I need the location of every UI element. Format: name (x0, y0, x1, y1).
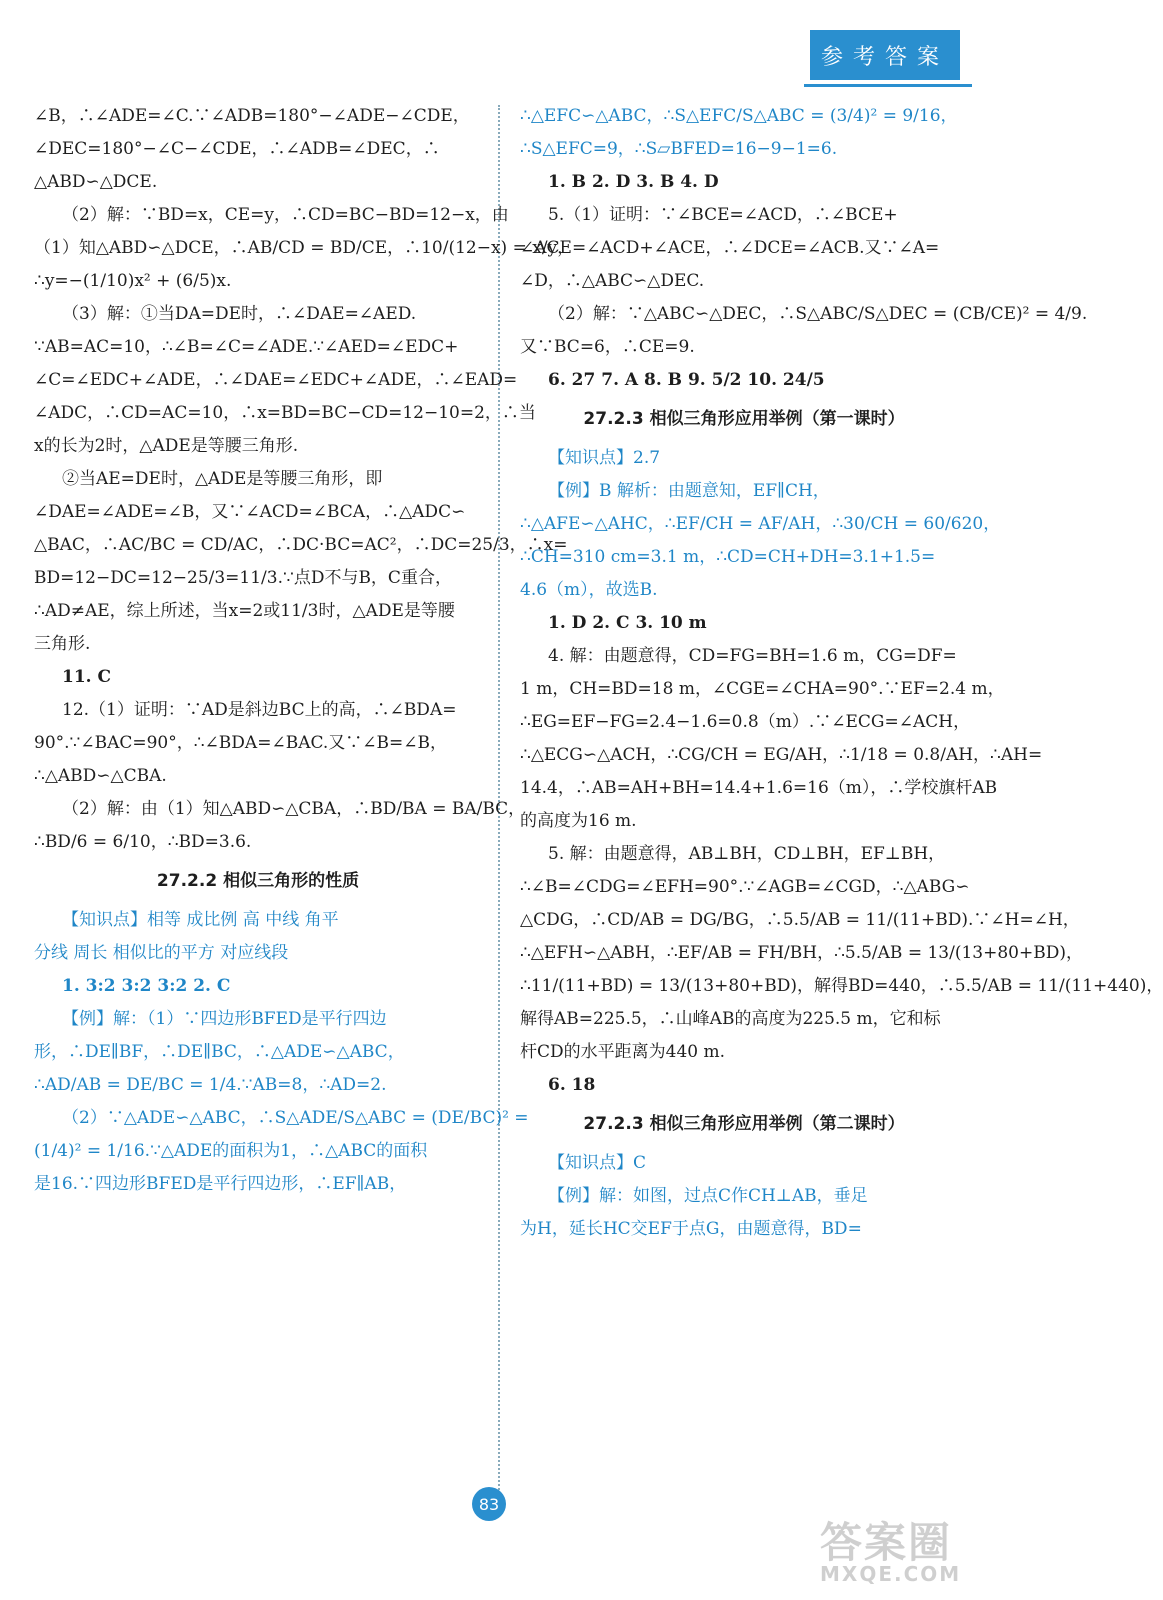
example-line: 【例】解：如图，过点C作CH⊥AB，垂足 (548, 1186, 868, 1206)
text-line: 4. 解：由题意得，CD=FG=BH=1.6 m，CG=DF= (548, 646, 957, 666)
answer-line: 6. 18 (548, 1075, 596, 1095)
answer-line: 11. C (62, 667, 112, 687)
text-line: ∠B，∴∠ADE=∠C.∵∠ADB=180°−∠ADE−∠CDE， (34, 106, 470, 126)
answer-banner (810, 30, 960, 92)
text-line: ∴EG=EF−FG=2.4−1.6=0.8（m）.∵∠ECG=∠ACH， (520, 712, 971, 732)
example-line: ∴△EFC∽△ABC，∴S△EFC/S△ABC = (3/4)² = 9/16， (520, 106, 958, 126)
text-line: ∠ACE=∠ACD+∠ACE，∴∠DCE=∠ACB.又∵∠A= (520, 238, 940, 258)
example-line: 形，∴DE∥BF，∴DE∥BC，∴△ADE∽△ABC， (34, 1042, 405, 1062)
text-line: ∠ADC，∴CD=AC=10，∴x=BD=BC−CD=12−10=2，∴当 (34, 403, 536, 423)
banner-underline (804, 84, 972, 87)
text-line: ∠D，∴△ABC∽△DEC. (520, 271, 705, 291)
answer-line: 6. 27 7. A 8. B 9. 5/2 10. 24/5 (548, 370, 825, 390)
text-line: ∴△ECG∽△ACH，∴CG/CH = EG/AH，∴1/18 = 0.8/AH，∴AH= (520, 745, 1043, 765)
text-line: ∴∠B=∠CDG=∠EFH=90°.∵∠AGB=∠CGD，∴△ABG∽ (520, 877, 970, 897)
text-line: 12.（1）证明：∵AD是斜边BC上的高，∴∠BDA= (62, 700, 457, 720)
text-line: （2）解：∵BD=x，CE=y，∴CD=BC−BD=12−x，由 (62, 205, 509, 225)
watermark-url: MXQE.COM (820, 1562, 962, 1586)
text-line: x的长为2时，△ADE是等腰三角形. (34, 436, 299, 456)
text-line: （2）解：由（1）知△ABD∽△CBA，∴BD/BA = BA/BC， (62, 799, 526, 819)
example-line: (1/4)² = 1/16.∵△ADE的面积为1，∴△ABC的面积 (34, 1141, 428, 1161)
text-line: ∵AB=AC=10，∴∠B=∠C=∠ADE.∵∠AED=∠EDC+ (34, 337, 459, 357)
text-line: （1）知△ABD∽△DCE，∴AB/CD = BD/CE，∴10/(12−x) = x/y， (34, 238, 575, 258)
text-line: BD=12−DC=12−25/3=11/3.∵点D不与B，C重合， (34, 568, 452, 588)
example-line: ∴CH=310 cm=3.1 m，∴CD=CH+DH=3.1+1.5= (520, 547, 936, 567)
text-line: 5.（1）证明：∵∠BCE=∠ACD，∴∠BCE+ (548, 205, 898, 225)
right-column (520, 100, 1163, 1246)
section-title: 27.2.3 相似三角形应用举例（第二课时） (583, 1114, 905, 1134)
watermark-logo (820, 1510, 1000, 1590)
text-line: △ABD∽△DCE. (34, 172, 158, 192)
example-line: ∴△AFE∽△AHC，∴EF/CH = AF/AH，∴30/CH = 60/620， (520, 514, 1001, 534)
text-line: ∠C=∠EDC+∠ADE，∴∠DAE=∠EDC+∠ADE，∴∠EAD= (34, 370, 518, 390)
text-line: 又∵BC=6，∴CE=9. (520, 337, 695, 357)
text-line: 1 m，CH=BD=18 m，∠CGE=∠CHA=90°.∵EF=2.4 m， (520, 679, 1005, 699)
text-line: （2）解：∵△ABC∽△DEC，∴S△ABC/S△DEC = (CB/CE)² = 4/9. (548, 304, 1088, 324)
example-line: （2）∵△ADE∽△ABC，∴S△ADE/S△ABC = (DE/BC)² = (62, 1108, 529, 1128)
text-line: 14.4，∴AB=AH+BH=14.4+1.6=16（m），∴学校旗杆AB (520, 778, 998, 798)
knowledge-points: 【知识点】C (548, 1153, 647, 1173)
answer-line: 1. D 2. C 3. 10 m (548, 613, 707, 633)
text-line: ∠DAE=∠ADE=∠B，又∵∠ACD=∠BCA，∴△ADC∽ (34, 502, 466, 522)
text-line: ∴AD≠AE，综上所述，当x=2或11/3时，△ADE是等腰 (34, 601, 455, 621)
watermark-text: 答案圈 (820, 1518, 953, 1567)
page-number: 83 (472, 1487, 506, 1521)
text-line: 三角形. (34, 634, 91, 654)
section-title: 27.2.2 相似三角形的性质 (156, 871, 360, 891)
example-line: 【例】解：（1）∵四边形BFED是平行四边 (62, 1009, 387, 1029)
example-line: ∴AD/AB = DE/BC = 1/4.∵AB=8，∴AD=2. (34, 1075, 387, 1095)
text-line: ∠DEC=180°−∠C−∠CDE，∴∠ADB=∠DEC，∴ (34, 139, 440, 159)
knowledge-points-cont: 分线 周长 相似比的平方 对应线段 (34, 943, 289, 963)
text-line: △CDG，∴CD/AB = DG/BG，∴5.5/AB = 11/(11+BD).∵∠H=∠H， (520, 910, 1080, 930)
banner-title: 参考答案 (810, 30, 960, 80)
text-line: ∴△ABD∽△CBA. (34, 766, 167, 786)
text-line: ∴△EFH∽△ABH，∴EF/AB = FH/BH，∴5.5/AB = 13/(13+80+BD)， (520, 943, 1083, 963)
example-line: 【例】B 解析：由题意知，EF∥CH， (548, 481, 830, 501)
example-line: 是16.∵四边形BFED是平行四边形，∴EF∥AB， (34, 1174, 407, 1194)
example-line: 为H，延长HC交EF于点G，由题意得，BD= (520, 1219, 862, 1239)
knowledge-points: 【知识点】2.7 (548, 448, 661, 468)
text-line: ∴y=−(1/10)x² + (6/5)x. (34, 271, 232, 291)
text-line: 5. 解：由题意得，AB⊥BH，CD⊥BH，EF⊥BH， (548, 844, 946, 864)
text-line: △BAC，∴AC/BC = CD/AC，∴DC·BC=AC²，∴DC=25/3，∴x= (34, 535, 568, 555)
text-line: ∴11/(11+BD) = 13/(13+80+BD)，解得BD=440，∴5.5/AB = 11/(11+440)， (520, 976, 1163, 996)
text-line: 解得AB=225.5，∴山峰AB的高度为225.5 m，它和标 (520, 1009, 941, 1029)
text-line: 的高度为16 m. (520, 811, 637, 831)
example-line: 4.6（m），故选B. (520, 580, 658, 600)
text-line: 90°.∵∠BAC=90°，∴∠BDA=∠BAC.又∵∠B=∠B， (34, 733, 447, 753)
text-line: （3）解：①当DA=DE时，∴∠DAE=∠AED. (62, 304, 417, 324)
section-title: 27.2.3 相似三角形应用举例（第一课时） (583, 409, 905, 429)
text-line: 杆CD的水平距离为440 m. (520, 1042, 726, 1062)
example-line: ∴S△EFC=9，∴S▱BFED=16−9−1=6. (520, 139, 838, 159)
answer-line: 1. B 2. D 3. B 4. D (548, 172, 719, 192)
text-line: ②当AE=DE时，△ADE是等腰三角形，即 (62, 469, 383, 489)
answer-line: 1. 3:2 3:2 3:2 2. C (62, 976, 231, 996)
text-line: ∴BD/6 = 6/10，∴BD=3.6. (34, 832, 252, 852)
knowledge-points: 【知识点】相等 成比例 高 中线 角平 (62, 910, 339, 930)
